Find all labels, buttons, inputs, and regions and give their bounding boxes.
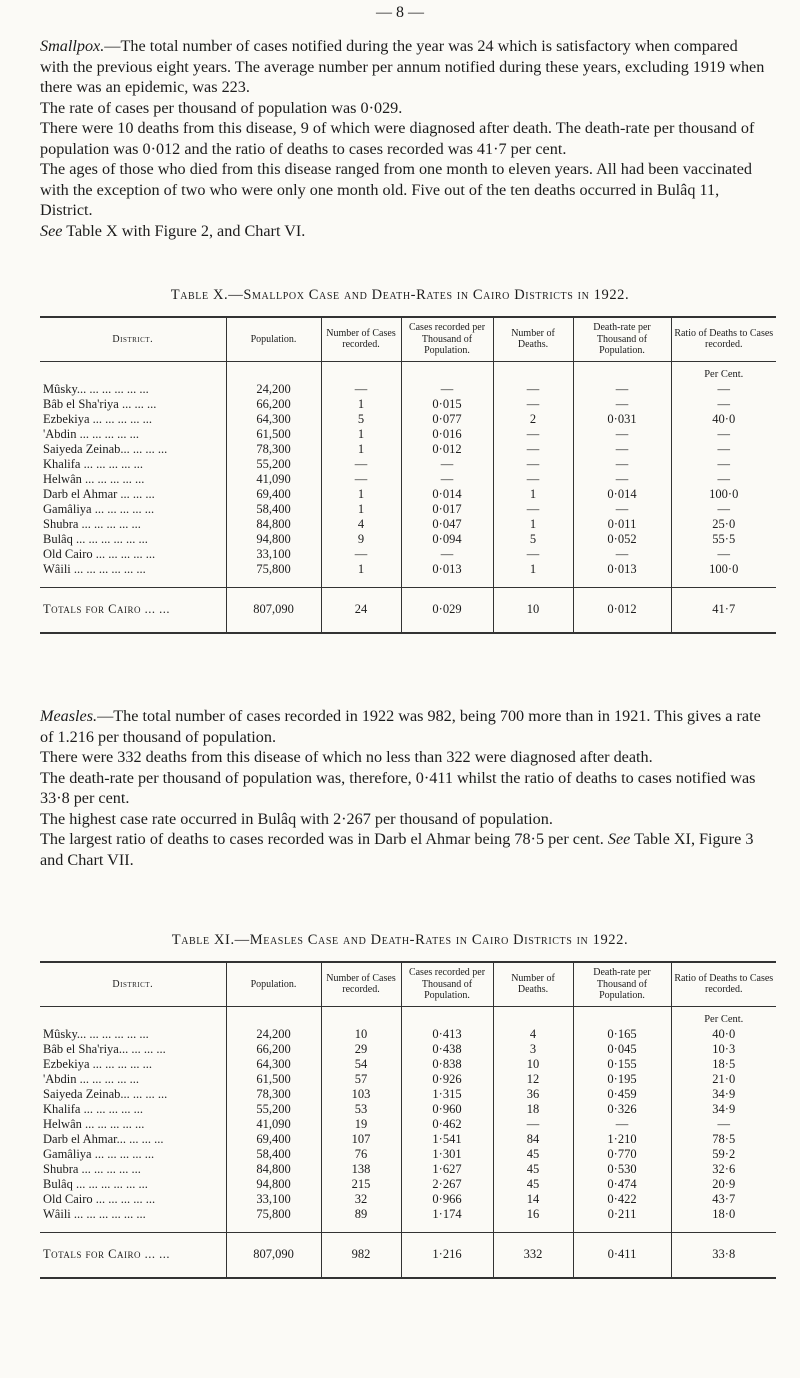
value-cell: 0·459 — [573, 1087, 671, 1102]
value-cell: 0·422 — [573, 1192, 671, 1207]
value-cell: — — [671, 547, 776, 562]
value-cell: — — [493, 427, 573, 442]
district-cell: 'Abdin ... ... ... ... ... — [43, 426, 140, 441]
table-x-header: Number of Deaths. — [493, 317, 573, 361]
table-xi-header: Number of Cases recorded. — [321, 962, 401, 1006]
table-x-header: Death-rate per Thousand of Population. — [573, 317, 671, 361]
district-cell: 'Abdin ... ... ... ... ... — [43, 1071, 140, 1086]
value-cell: 2 — [493, 412, 573, 427]
value-cell: 0·013 — [573, 562, 671, 577]
value-cell: 1·301 — [401, 1147, 493, 1162]
value-cell: 0·413 — [401, 1027, 493, 1042]
value-cell: — — [401, 547, 493, 562]
measles-para-6: Table XI, Figure 3 and Chart VII. — [40, 830, 754, 869]
totals-value: 24 — [321, 587, 401, 633]
value-cell: 45 — [493, 1177, 573, 1192]
table-x-row — [40, 562, 776, 577]
measles-para-3: The death-rate per thousand of population was, therefore, 0·411 whilst the ratio of deaths to cases notified was 33·8 per cent. — [40, 768, 756, 807]
value-cell: 0·960 — [401, 1102, 493, 1117]
value-cell: 1 — [321, 427, 401, 442]
value-cell: 55,200 — [226, 457, 321, 472]
district-cell: Old Cairo ... ... ... ... ... — [43, 1191, 156, 1206]
value-cell: 107 — [321, 1132, 401, 1147]
totals-value: 1·216 — [401, 1232, 493, 1278]
district-cell: Bulâq ... ... ... ... ... ... — [43, 531, 148, 546]
value-cell: 18 — [493, 1102, 573, 1117]
value-cell: 0·052 — [573, 532, 671, 547]
value-cell: — — [573, 547, 671, 562]
value-cell: 0·211 — [573, 1207, 671, 1222]
district-cell: Saiyeda Zeinab... ... ... ... — [43, 441, 168, 456]
district-cell: Khalifa ... ... ... ... ... — [43, 456, 143, 471]
value-cell: — — [671, 472, 776, 487]
table-xi-header: Cases recorded per Thousand of Population. — [401, 962, 493, 1006]
district-cell: Helwân ... ... ... ... ... — [43, 1116, 145, 1131]
district-cell: Bâb el Sha'riya ... ... ... — [43, 396, 157, 411]
district-cell: Darb el Ahmar... ... ... ... — [43, 1131, 164, 1146]
district-cell: Old Cairo ... ... ... ... ... — [43, 546, 156, 561]
value-cell: 100·0 — [671, 562, 776, 577]
value-cell: 24,200 — [226, 1027, 321, 1042]
value-cell: 0·016 — [401, 427, 493, 442]
value-cell: 53 — [321, 1102, 401, 1117]
table-x-header: Population. — [226, 317, 321, 361]
value-cell: 59·2 — [671, 1147, 776, 1162]
value-cell: 69,400 — [226, 487, 321, 502]
value-cell: 57 — [321, 1072, 401, 1087]
value-cell: 34·9 — [671, 1102, 776, 1117]
value-cell: 33,100 — [226, 547, 321, 562]
totals-value: 33·8 — [671, 1232, 776, 1278]
table-x-header: Cases recorded per Thousand of Population. — [401, 317, 493, 361]
totals-value: 982 — [321, 1232, 401, 1278]
per-cent-label: Per Cent. — [671, 1006, 776, 1027]
district-cell: Ezbekiya ... ... ... ... ... — [43, 411, 153, 426]
table-xi-row — [40, 1162, 776, 1177]
value-cell: 0·926 — [401, 1072, 493, 1087]
value-cell: 84,800 — [226, 517, 321, 532]
table-xi-header: Ratio of Deaths to Cases recorded. — [671, 962, 776, 1006]
value-cell: 36 — [493, 1087, 573, 1102]
measles-text — [40, 706, 770, 870]
totals-value: 332 — [493, 1232, 573, 1278]
value-cell: 0·195 — [573, 1072, 671, 1087]
value-cell: 14 — [493, 1192, 573, 1207]
value-cell: — — [493, 442, 573, 457]
value-cell: 100·0 — [671, 487, 776, 502]
smallpox-para-4: The ages of those who died from this disease ranged from one month to eleven years. All had been vaccinated with the exception of two who were only one month old. Five out of the ten deaths occurred in Bulâq 11, District. — [40, 160, 753, 219]
value-cell: 0·770 — [573, 1147, 671, 1162]
table-x-row — [40, 472, 776, 487]
table-xi-header: District. — [40, 962, 226, 1006]
district-cell: Saiyeda Zeinab... ... ... ... — [43, 1086, 168, 1101]
district-cell: Shubra ... ... ... ... ... — [43, 516, 141, 531]
measles-para-1: —The total number of cases recorded in 1922 was 982, being 700 more than in 1921. This gives a rate of 1.216 per thousand of population. — [40, 707, 761, 746]
value-cell: — — [573, 397, 671, 412]
value-cell: 138 — [321, 1162, 401, 1177]
value-cell: 58,400 — [226, 1147, 321, 1162]
value-cell: 2·267 — [401, 1177, 493, 1192]
value-cell: — — [321, 472, 401, 487]
value-cell: — — [321, 457, 401, 472]
table-x-row — [40, 532, 776, 547]
value-cell: 21·0 — [671, 1072, 776, 1087]
totals-value: 0·411 — [573, 1232, 671, 1278]
value-cell: 0·013 — [401, 562, 493, 577]
value-cell: 0·031 — [573, 412, 671, 427]
value-cell: 94,800 — [226, 1177, 321, 1192]
value-cell: 64,300 — [226, 412, 321, 427]
value-cell: — — [493, 397, 573, 412]
value-cell: 0·015 — [401, 397, 493, 412]
value-cell: — — [493, 1117, 573, 1132]
value-cell: 20·9 — [671, 1177, 776, 1192]
value-cell: 1 — [321, 442, 401, 457]
district-cell: Gamâliya ... ... ... ... ... — [43, 501, 155, 516]
district-cell: Gamâliya ... ... ... ... ... — [43, 1146, 155, 1161]
table-xi-row — [40, 1087, 776, 1102]
table-xi-row — [40, 1027, 776, 1042]
smallpox-para-2: The rate of cases per thousand of population was 0·029. — [40, 98, 403, 117]
value-cell: 0·047 — [401, 517, 493, 532]
table-x-header: Ratio of Deaths to Cases recorded. — [671, 317, 776, 361]
value-cell: 1 — [321, 502, 401, 517]
value-cell: — — [493, 547, 573, 562]
value-cell: 4 — [493, 1027, 573, 1042]
value-cell: 1 — [321, 397, 401, 412]
totals-label: Totals for Cairo ... ... — [40, 1232, 226, 1278]
table-xi-row — [40, 1207, 776, 1222]
measles-para-2: There were 332 deaths from this disease of which no less than 322 were diagnosed after death. — [40, 748, 653, 766]
value-cell: 0·014 — [573, 487, 671, 502]
value-cell: — — [401, 382, 493, 397]
smallpox-heading: Smallpox. — [40, 37, 105, 55]
value-cell: — — [573, 382, 671, 397]
table-xi-row — [40, 1117, 776, 1132]
smallpox-para-3: There were 10 deaths from this disease, 9 of which were diagnosed after death. The death-rate per thousand of population was 0·012 and the ratio of deaths to cases recorded was 41·7 per cent. — [40, 119, 755, 158]
table-x-row — [40, 502, 776, 517]
value-cell: — — [671, 457, 776, 472]
value-cell: 5 — [321, 412, 401, 427]
value-cell: 24,200 — [226, 382, 321, 397]
value-cell: — — [493, 502, 573, 517]
value-cell: — — [321, 382, 401, 397]
totals-value: 0·029 — [401, 587, 493, 633]
value-cell: 34·9 — [671, 1087, 776, 1102]
value-cell: 4 — [321, 517, 401, 532]
value-cell: 55,200 — [226, 1102, 321, 1117]
table-x — [40, 316, 776, 634]
value-cell: 84 — [493, 1132, 573, 1147]
value-cell: 0·165 — [573, 1027, 671, 1042]
district-cell: Darb el Ahmar ... ... ... — [43, 486, 155, 501]
value-cell: 1·627 — [401, 1162, 493, 1177]
value-cell: — — [573, 442, 671, 457]
totals-value: 41·7 — [671, 587, 776, 633]
table-xi-row — [40, 1132, 776, 1147]
value-cell: 75,800 — [226, 562, 321, 577]
value-cell: 40·0 — [671, 412, 776, 427]
value-cell: — — [573, 502, 671, 517]
district-cell: Wâili ... ... ... ... ... ... — [43, 1206, 146, 1221]
value-cell: 94,800 — [226, 532, 321, 547]
value-cell: 29 — [321, 1042, 401, 1057]
value-cell: 58,400 — [226, 502, 321, 517]
measles-para-5: The largest ratio of deaths to cases recorded was in Darb el Ahmar being 78·5 per cent. — [40, 830, 604, 848]
value-cell: 18·5 — [671, 1057, 776, 1072]
value-cell: 0·077 — [401, 412, 493, 427]
value-cell: 89 — [321, 1207, 401, 1222]
value-cell: 18·0 — [671, 1207, 776, 1222]
district-cell: Ezbekiya ... ... ... ... ... — [43, 1056, 153, 1071]
value-cell: — — [573, 472, 671, 487]
table-x-header: District. — [40, 317, 226, 361]
value-cell: — — [671, 502, 776, 517]
value-cell: 0·438 — [401, 1042, 493, 1057]
value-cell: 25·0 — [671, 517, 776, 532]
value-cell: 1·174 — [401, 1207, 493, 1222]
value-cell: 0·966 — [401, 1192, 493, 1207]
value-cell: — — [401, 457, 493, 472]
value-cell: 78,300 — [226, 1087, 321, 1102]
per-cent-label: Per Cent. — [671, 361, 776, 382]
value-cell: 1·541 — [401, 1132, 493, 1147]
smallpox-para-5: Table X with Figure 2, and Chart VI. — [66, 221, 306, 240]
value-cell: — — [493, 382, 573, 397]
totals-value: 807,090 — [226, 1232, 321, 1278]
value-cell: 12 — [493, 1072, 573, 1087]
value-cell: — — [671, 442, 776, 457]
value-cell: 10 — [493, 1057, 573, 1072]
table-xi-caption: Table XI.—Measles Case and Death-Rates in Cairo Districts in 1922. — [171, 932, 629, 948]
table-xi-header: Population. — [226, 962, 321, 1006]
value-cell: 19 — [321, 1117, 401, 1132]
value-cell: — — [573, 457, 671, 472]
value-cell: 0·094 — [401, 532, 493, 547]
value-cell: 64,300 — [226, 1057, 321, 1072]
value-cell: — — [671, 382, 776, 397]
value-cell: 43·7 — [671, 1192, 776, 1207]
value-cell: 40·0 — [671, 1027, 776, 1042]
table-xi-row — [40, 1102, 776, 1117]
district-cell: Mûsky... ... ... ... ... ... — [43, 1026, 149, 1041]
value-cell: 215 — [321, 1177, 401, 1192]
table-x-row — [40, 397, 776, 412]
district-cell: Bulâq ... ... ... ... ... ... — [43, 1176, 148, 1191]
measles-see: See — [607, 830, 631, 848]
value-cell: 78,300 — [226, 442, 321, 457]
page-number: — 8 — — [376, 4, 424, 21]
totals-row — [40, 1232, 776, 1278]
value-cell: 1·315 — [401, 1087, 493, 1102]
value-cell: 1 — [493, 517, 573, 532]
value-cell: 78·5 — [671, 1132, 776, 1147]
value-cell: 0·155 — [573, 1057, 671, 1072]
district-cell: Helwân ... ... ... ... ... — [43, 471, 145, 486]
table-xi-row — [40, 1042, 776, 1057]
value-cell: 33,100 — [226, 1192, 321, 1207]
totals-label: Totals for Cairo ... ... — [40, 587, 226, 633]
value-cell: 61,500 — [226, 427, 321, 442]
table-xi-row — [40, 1147, 776, 1162]
value-cell: 5 — [493, 532, 573, 547]
totals-row — [40, 587, 776, 633]
value-cell: — — [671, 427, 776, 442]
value-cell: — — [493, 457, 573, 472]
value-cell: 0·012 — [401, 442, 493, 457]
value-cell: 1 — [493, 562, 573, 577]
table-xi-header: Number of Deaths. — [493, 962, 573, 1006]
value-cell: — — [671, 1117, 776, 1132]
table-xi-row — [40, 1072, 776, 1087]
value-cell: 10·3 — [671, 1042, 776, 1057]
table-x-row — [40, 382, 776, 397]
value-cell: 45 — [493, 1162, 573, 1177]
value-cell: 0·474 — [573, 1177, 671, 1192]
totals-value: 0·012 — [573, 587, 671, 633]
table-xi-row — [40, 1192, 776, 1207]
value-cell: — — [671, 397, 776, 412]
table-x-row — [40, 547, 776, 562]
value-cell: 61,500 — [226, 1072, 321, 1087]
value-cell: — — [493, 472, 573, 487]
value-cell: 0·011 — [573, 517, 671, 532]
table-xi — [40, 961, 776, 1279]
table-xi-header: Death-rate per Thousand of Population. — [573, 962, 671, 1006]
value-cell: 54 — [321, 1057, 401, 1072]
table-x-row — [40, 517, 776, 532]
table-x-row — [40, 487, 776, 502]
value-cell: 1·210 — [573, 1132, 671, 1147]
value-cell: 66,200 — [226, 397, 321, 412]
value-cell: 45 — [493, 1147, 573, 1162]
value-cell: 75,800 — [226, 1207, 321, 1222]
value-cell: 16 — [493, 1207, 573, 1222]
value-cell: 32 — [321, 1192, 401, 1207]
value-cell: 55·5 — [671, 532, 776, 547]
value-cell: 69,400 — [226, 1132, 321, 1147]
value-cell: 84,800 — [226, 1162, 321, 1177]
value-cell: — — [401, 472, 493, 487]
value-cell: 0·530 — [573, 1162, 671, 1177]
smallpox-para-1: —The total number of cases notified during the year was 24 which is satisfactory when compared with the previous eight years. The average number per annum notified during these years, excluding 1919 when there was an epidemic, was 223. — [40, 37, 765, 96]
value-cell: 3 — [493, 1042, 573, 1057]
measles-heading: Measles. — [40, 707, 98, 725]
table-x-row — [40, 412, 776, 427]
smallpox-text — [40, 36, 770, 241]
district-cell: Bâb el Sha'riya... ... ... ... — [43, 1041, 166, 1056]
value-cell: 0·017 — [401, 502, 493, 517]
value-cell: 66,200 — [226, 1042, 321, 1057]
value-cell: 0·045 — [573, 1042, 671, 1057]
table-xi-row — [40, 1057, 776, 1072]
table-x-row — [40, 457, 776, 472]
table-xi-row — [40, 1177, 776, 1192]
district-cell: Wâili ... ... ... ... ... ... — [43, 561, 146, 576]
value-cell: 103 — [321, 1087, 401, 1102]
district-cell: Shubra ... ... ... ... ... — [43, 1161, 141, 1176]
value-cell: — — [573, 427, 671, 442]
value-cell: 0·838 — [401, 1057, 493, 1072]
table-x-row — [40, 442, 776, 457]
value-cell: 10 — [321, 1027, 401, 1042]
table-x-caption: Table X.—Smallpox Case and Death-Rates in Cairo Districts in 1922. — [170, 287, 630, 303]
totals-value: 807,090 — [226, 587, 321, 633]
value-cell: 0·462 — [401, 1117, 493, 1132]
value-cell: — — [321, 547, 401, 562]
smallpox-see: See — [40, 221, 63, 240]
district-cell: Khalifa ... ... ... ... ... — [43, 1101, 143, 1116]
value-cell: 76 — [321, 1147, 401, 1162]
value-cell: 41,090 — [226, 1117, 321, 1132]
value-cell: 1 — [321, 562, 401, 577]
value-cell: 32·6 — [671, 1162, 776, 1177]
district-cell: Mûsky... ... ... ... ... ... — [43, 381, 149, 396]
value-cell: 9 — [321, 532, 401, 547]
value-cell: 1 — [321, 487, 401, 502]
value-cell: — — [573, 1117, 671, 1132]
value-cell: 0·326 — [573, 1102, 671, 1117]
table-x-header: Number of Cases recorded. — [321, 317, 401, 361]
measles-para-4: The highest case rate occurred in Bulâq with 2·267 per thousand of population. — [40, 809, 553, 828]
value-cell: 41,090 — [226, 472, 321, 487]
value-cell: 0·014 — [401, 487, 493, 502]
value-cell: 1 — [493, 487, 573, 502]
totals-value: 10 — [493, 587, 573, 633]
table-x-row — [40, 427, 776, 442]
